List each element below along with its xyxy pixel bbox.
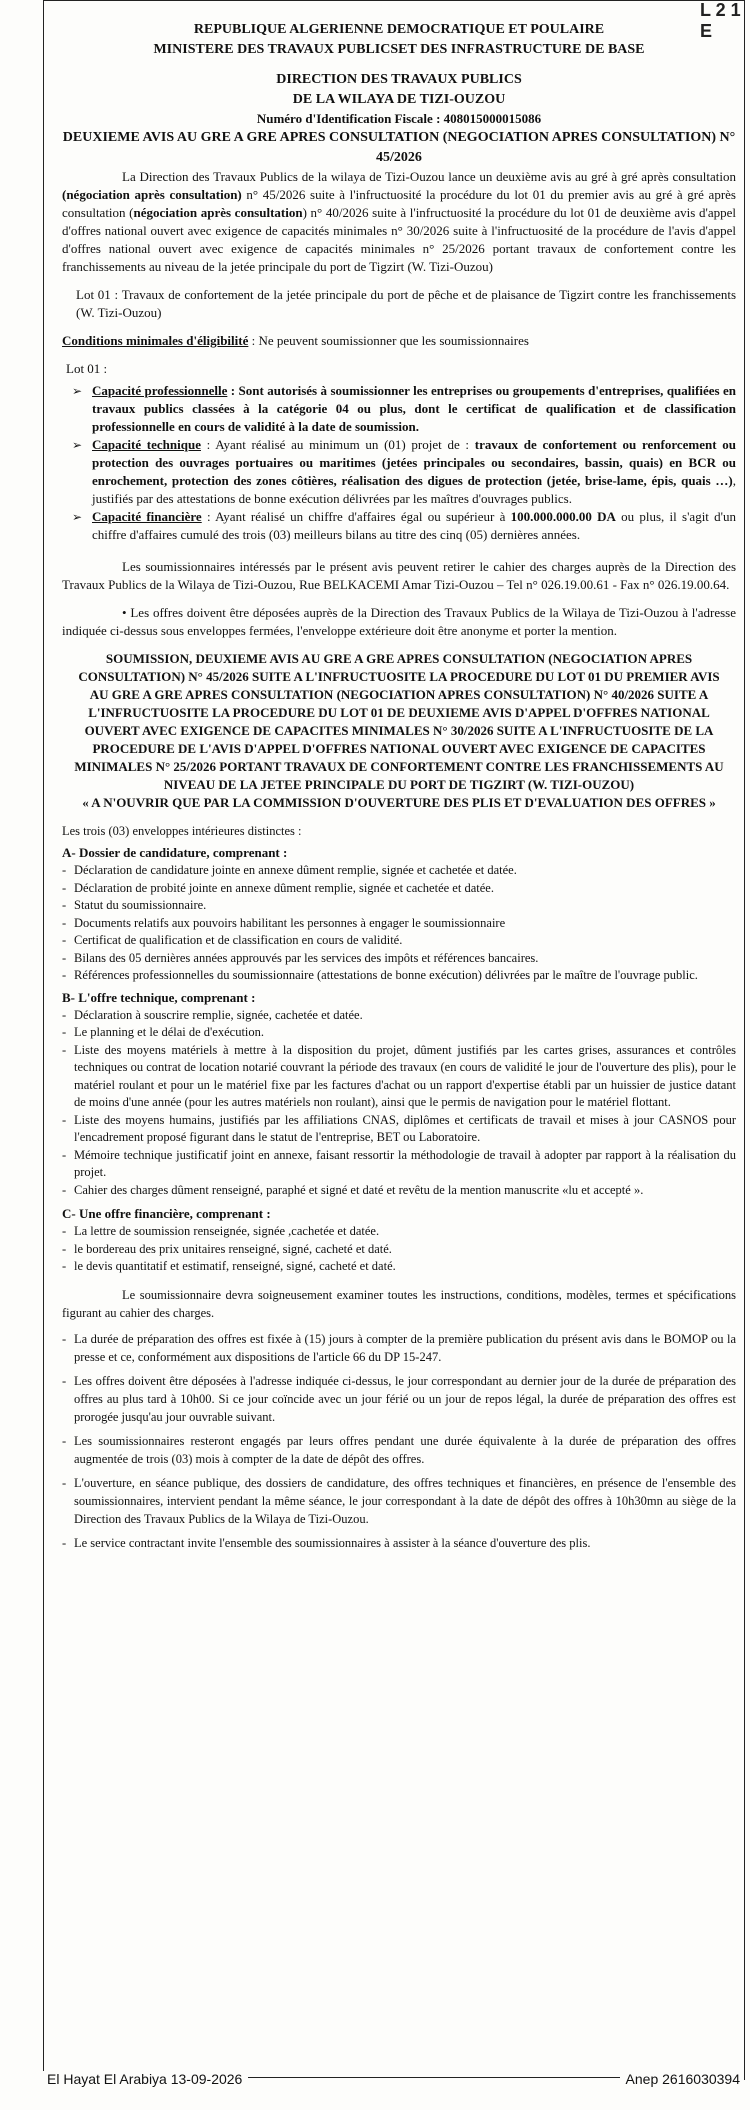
arrow-icon: ➢ [72,438,83,452]
list-item [62,1007,736,1025]
conditions-lot: Lot 01 : [66,361,108,376]
dash-bullet: - [62,1224,67,1238]
footer [43,2064,744,2092]
top-rule [43,0,744,1]
section-a-list [62,862,736,985]
list-item [62,915,736,933]
list-item-text: Liste des moyens matériels à mettre à la disposition du projet, dûment justifiés par les cartes grises, assurances et contrôles techniques ou contrat de location notarié couvrant la période des travaux (en cours de validité le jour de l'ouverture des plis), pour le matériel roulant et pour un le matériel fixe par les factures d'achat ou un rapport d'expertise établi par un huissier de justice datant de moins d'une année (pour les autres matériels non roulant), ainsi que le permis de navigation pour le matériel flottant. [74,1042,736,1109]
conditions-line: Conditions minimales d'éligibilité : Ne peuvent soumissionner que les soumissionnaires [62,333,529,348]
list-item [62,1024,736,1042]
list-item [62,1223,736,1241]
list-item [62,1258,736,1276]
direction-line-1: DIRECTION DES TRAVAUX PUBLICS [276,72,522,87]
list-item-text: Déclaration de candidature jointe en annexe dûment remplie, signée et cachetée et datée. [74,863,517,877]
notice-body [62,20,736,1558]
list-item-text: Statut du soumissionnaire. [74,898,207,912]
section-c-list [62,1223,736,1276]
footer-anep-ref: Anep 2616030394 [620,2071,744,2087]
dash-bullet: - [62,915,67,930]
examen-paragraph: Le soumissionnaire devra soigneusement examiner toutes les instructions, conditions, modèles, termes et spécifications figurant au cahier des charges. [62,1287,736,1320]
direction-line-2: DE LA WILAYA DE TIZI-OUZOU [292,92,506,107]
dash-bullet: - [62,898,67,912]
dash-bullet: - [62,1433,67,1448]
list-item [62,862,736,880]
dash-bullet: - [62,1259,67,1273]
list-item [62,967,736,985]
list-item [62,1534,736,1552]
list-item-text: Déclaration à souscrire remplie, signée, cachetée et datée. [74,1007,363,1022]
fiscal-id: Numéro d'Identification Fiscale : 408015000015086 [256,111,542,126]
list-item-text: Les offres doivent être déposées à l'adresse indiquée ci-dessus, le jour correspondant au dernier jour de la durée de préparation des offres au plus tard à 10h00. Si ce jour coïncide avec un jour férié ou un jour de repos légal, la durée de préparation des offres est prorogée jusqu'au jour ouvrable suivant. [74,1373,736,1424]
dash-bullet: - [62,1535,67,1550]
list-item-text: Le service contractant invite l'ensemble des soumissionnaires à assister à la séance d'ouverture des plis. [74,1535,591,1550]
intro-paragraph: La Direction des Travaux Publics de la wilaya de Tizi-Ouzou lance un deuxième avis au gré à gré après consultation (négociation après consultation) n° 45/2026 suite à l'infructuosité la procédure du lot 01 du premier avis au gré à gré après consultation (négociation après consultation) n° 40/2026 suite à l'infructuosité la procédure du lot 01 de deuxième avis d'appel d'offres national ouvert avec exigence de capacités minimales n° 30/2026 suite à l'infructuosité de la procédure de l'avis d'appel d'offres national ouvert avec exigence de capacités minimales n° 25/2026 portant travaux de confortement contre les franchissements au niveau de la jetée principale du port de Tigzirt (W. Tizi-Ouzou) [62,169,736,274]
list-item-text: Documents relatifs aux pouvoirs habilitant les personnes à engager le soumissionnaire [74,915,506,930]
list-item [62,897,736,915]
list-item [62,950,736,968]
right-border [744,0,745,2080]
list-item-text: Bilans des 05 dernières années approuvés par les services des impôts et références bancaires. [74,950,539,965]
list-item [62,1147,736,1182]
dash-bullet: - [62,863,67,877]
corner-mark: L 2 1 E [700,0,741,41]
list-item-text: L'ouverture, en séance publique, des dossiers de candidature, des offres techniques et financières, en présence de l'ensemble des soumissionnaires, intervient pendant la même séance, le jour correspondant à la date de dépôt des offres à 10h30mn au siège de la Direction des Travaux Publics de la Wilaya de Tizi-Ouzou. [74,1475,736,1526]
list-item-text: Cahier des charges dûment renseigné, paraphé et signé et daté et revêtu de la mention manuscrite «lu et accepté ». [74,1182,644,1197]
list-item [62,1330,736,1366]
left-border [43,0,44,2080]
list-item-text: Le planning et le délai de d'exécution. [74,1025,265,1039]
list-item [62,1042,736,1112]
dash-bullet: - [62,1025,67,1039]
dash-bullet: - [62,933,67,947]
list-item [62,1372,736,1426]
list-item [62,1474,736,1528]
section-a-title: A- Dossier de candidature, comprenant : [62,845,288,860]
dash-bullet: - [62,880,67,895]
list-item [62,1112,736,1147]
enveloppes-intro: Les trois (03) enveloppes intérieures distinctes : [62,824,302,838]
arrow-icon: ➢ [72,510,83,524]
list-item [62,1241,736,1259]
republic-line: REPUBLIQUE ALGERIENNE DEMOCRATIQUE ET POULAIRE [193,22,605,37]
closing-list [62,1330,736,1552]
dash-bullet: - [62,1241,67,1256]
dash-bullet: - [62,950,67,965]
soumission-title: SOUMISSION, DEUXIEME AVIS AU GRE A GRE APRES CONSULTATION (NEGOCIATION APRES CONSULTATION) N° 45/2026 SUITE A L'INFRUCTUOSITE LA PROCEDURE DU LOT 01 DU PREMIER AVIS AU GRE A GRE APRES CONSULTATION (NEGOCIATION APRES CONSULTATION) N° 40/2026 SUITE A L'INFRUCTUOSITE LA PROCEDURE DU LOT 01 DE DEUXIEME AVIS D'APPEL D'OFFRES NATIONAL OUVERT AVEC EXIGENCE DE CAPACITES MINIMALES N° 30/2026 SUITE A L'INFRUCTUOSITE DE LA PROCEDURE DE L'AVIS D'APPEL D'OFFRES NATIONAL OUVERT AVEC EXIGENCE DE CAPACITES MINIMALES N° 25/2026 PORTANT TRAVAUX DE CONFORTEMENT CONTRE LES FRANCHISSEMENTS AU NIVEAU DE LA JETEE PRINCIPALE DU PORT DE TIGZIRT (W. TIZI-OUZOU) [74,651,724,792]
list-item [62,1182,736,1200]
section-b-list [62,1007,736,1200]
list-item-text: le bordereau des prix unitaires renseigné, signé, cacheté et daté. [74,1241,392,1256]
dash-bullet: - [62,1147,67,1162]
dash-bullet: - [62,1475,67,1490]
mention-ouverture: « A N'OUVRIR QUE PAR LA COMMISSION D'OUVERTURE DES PLIS ET D'EVALUATION DES OFFRES » [82,795,716,810]
arrow-icon: ➢ [72,384,83,398]
list-item [62,1432,736,1468]
retrait-cahier: Les soumissionnaires intéressés par le présent avis peuvent retirer le cahier des charges auprès de la Direction des Travaux Publics de la Wilaya de Tizi-Ouzou, Rue BELKACEMI Amar Tizi-Ouzou – Tel n° 026.19.00.61 - Fax n° 026.19.00.64. [62,559,736,592]
dash-bullet: - [62,1182,67,1197]
capacite-professionnelle: ➢ Capacité professionnelle : Sont autorisés à soumissionner les entreprises ou groupements d'entreprises, qualifiées en travaux publics classées à la catégorie 04 ou plus, dont le certificat de qualification et de classification professionnelle en cours de validité à la date de soumission. [72,383,736,434]
capacite-financiere: ➢ Capacité financière : Ayant réalisé un chiffre d'affaires égal ou supérieur à 100.000.000.00 DA ou plus, il s'agit d'un chiffre d'affaires cumulé des trois (03) meilleurs bilans au titre des cinq (05) dernières années. [72,509,737,542]
footer-publication: El Hayat El Arabiya 13-09-2026 [43,2071,248,2087]
section-b-title: B- L'offre technique, comprenant : [62,989,256,1005]
dash-bullet: - [62,1042,67,1057]
list-item [62,932,736,950]
list-item-text: Les soumissionnaires resteront engagés par leurs offres pendant une durée équivalente à la durée de préparation des offres augmentée de trois (03) mois à compter de la date de dépôt des offres. [74,1433,736,1466]
dash-bullet: - [62,968,67,982]
list-item-text: Déclaration de probité jointe en annexe dûment remplie, signée et cachetée et datée. [74,880,494,895]
list-item-text: Références professionnelles du soumissionnaire (attestations de bonne exécution) délivrées par le maître de l'ouvrage public. [74,968,698,982]
lot01-description: Lot 01 : Travaux de confortement de la jetée principale du port de pêche et de plaisance de Tigzirt contre les franchissements (W. Tizi-Ouzou) [76,287,737,320]
list-item-text: Certificat de qualification et de classification en cours de validité. [74,933,403,947]
list-item-text: La lettre de soumission renseignée, signée ,cachetée et datée. [74,1224,380,1238]
list-item-text: Mémoire technique justificatif joint en annexe, faisant ressortir la méthodologie de travail à adopter par rapport à la réalisation du projet. [74,1147,736,1179]
list-item-text: La durée de préparation des offres est fixée à (15) jours à compter de la première publication du présent avis dans le BOMOP ou la presse et ce, conformément aux dispositions de l'article 66 du DP 15-247. [74,1331,736,1364]
depot-offres: • Les offres doivent être déposées auprès de la Direction des Travaux Publics de la Wilaya de Tizi-Ouzou à l'adresse indiquée ci-dessus sous enveloppes fermées, l'enveloppe extérieure doit être anonyme et porter la mention. [62,605,736,638]
list-item [62,880,736,898]
ministry-line: MINISTERE DES TRAVAUX PUBLICSET DES INFRASTRUCTURE DE BASE [153,42,645,57]
dash-bullet: - [62,1112,67,1127]
dash-bullet: - [62,1373,67,1388]
notice-title: DEUXIEME AVIS AU GRE A GRE APRES CONSULTATION (NEGOCIATION APRES CONSULTATION) N° 45/2026 [62,130,736,165]
list-item-text: le devis quantitatif et estimatif, renseigné, signé, cacheté et daté. [74,1259,396,1273]
dash-bullet: - [62,1331,67,1346]
list-item-text: Liste des moyens humains, justifiés par les affiliations CNAS, diplômes et certificats de travail et mises à jour CASNOS pour l'encadrement proposé figurant dans le statut de l'entreprise, BET ou Laboratoire. [74,1112,736,1144]
section-c-title: C- Une offre financière, comprenant : [62,1206,271,1221]
dash-bullet: - [62,1007,67,1022]
capacite-technique: ➢ Capacité technique : Ayant réalisé au minimum un (01) projet de : travaux de confortement ou renforcement ou protection des ouvrages portuaires ou maritimes (jetées principales ou secondaires, bassin, quais) en BCR ou enrochement, protection des zones côtières, réalisation des digues de protection (jetée, brise-lame, épis, quais …), justifiés par des attestations de bonne exécution délivrées par les maîtres d'ouvrages publics. [72,437,736,506]
